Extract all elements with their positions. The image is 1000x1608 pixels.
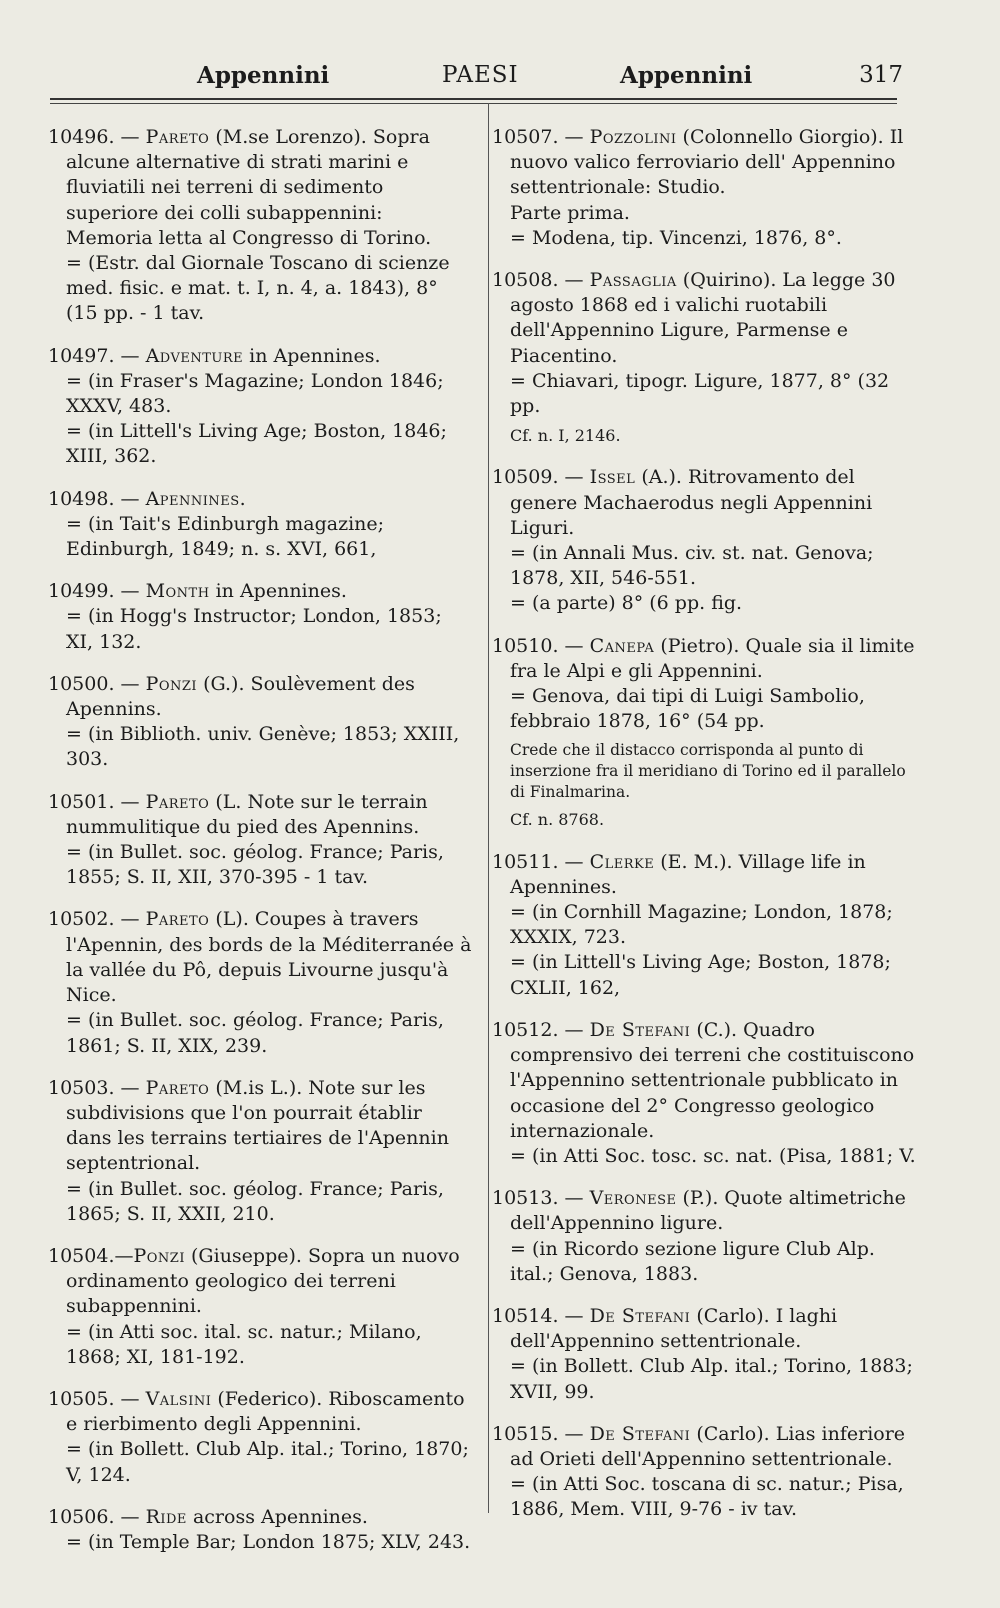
entry-author: De Stefani (589, 1422, 691, 1445)
entry-heading (48, 672, 473, 722)
bibliography-entry (48, 1076, 473, 1227)
entry-heading (492, 268, 917, 369)
entry-publication: = (in Littell's Living Age; Boston, 1846; XIII, 362. (66, 420, 447, 468)
entry-number: 10506. — (48, 1505, 146, 1528)
bibliography-entry (492, 850, 917, 1001)
bibliography-entry (48, 125, 473, 327)
header-section-title: PAESI (442, 62, 519, 88)
entry-number: 10513. — (492, 1187, 590, 1210)
entry-number: 10499. — (48, 580, 146, 603)
entry-title: (Pietro). Quale sia il limite fra le Alpi e gli Appennini. (510, 634, 915, 682)
entry-publication: = Modena, tip. Vincenzi, 1876, 8°. (510, 226, 842, 249)
entry-publication: = Genova, dai tipi di Luigi Sambolio, febbraio 1878, 16° (54 pp. (510, 685, 865, 733)
entry-title: in Apennines. (243, 344, 381, 367)
entry-number: 10514. — (492, 1304, 590, 1327)
bibliography-entry (492, 634, 917, 833)
entry-title: (Giuseppe). Sopra un nuovo ordinamento geologico dei terreni subappennini. (66, 1244, 460, 1318)
entry-title: (Carlo). Lias inferiore ad Orieti dell'Appennino settentrionale. (510, 1422, 906, 1470)
bibliography-entry (48, 1505, 473, 1555)
entry-number: 10497. — (48, 344, 146, 367)
bibliography-entry (48, 907, 473, 1058)
bibliography-entry (492, 1304, 917, 1405)
entry-heading (492, 1422, 917, 1472)
entry-publication: = (in Temple Bar; London 1875; XLV, 243. (66, 1530, 471, 1553)
entry-heading (492, 850, 917, 900)
entry-publication: = (in Atti Soc. toscana di sc. natur.; Pisa, 1886, Mem. VIII, 9-76 - iv tav. (510, 1473, 904, 1521)
entry-publication: = (in Atti Soc. tosc. sc. nat. (Pisa, 1881; V. (510, 1144, 916, 1167)
entry-number: 10503. — (48, 1076, 146, 1099)
entry-publication: = (in Littell's Living Age; Boston, 1878; CXLII, 162, (510, 951, 891, 999)
entry-author: Passaglia (589, 269, 677, 292)
running-header (50, 56, 903, 96)
bibliography-entry (492, 268, 917, 448)
entry-crossref: Cf. n. I, 2146. (510, 426, 621, 446)
entry-title: (Federico). Riboscamento e rierbimento degli Appennini. (66, 1387, 465, 1436)
entry-author: Ponzi (145, 672, 198, 695)
bibliography-entry (492, 1018, 917, 1169)
entry-author: Pareto (145, 908, 210, 931)
entry-title: (E. M.). Village life in Apennines. (510, 850, 866, 898)
entry-publication: = (in Tait's Edinburgh magazine; Edinburgh, 1849; n. s. XVI, 661, (66, 512, 385, 561)
entry-author: Ride (145, 1505, 187, 1528)
entry-author: Adventure (145, 344, 244, 367)
entry-publication: = (in Biblioth. univ. Genève; 1853; XXIII, 303. (66, 723, 460, 771)
entry-heading (48, 125, 473, 251)
entry-publication: = (in Atti soc. ital. sc. natur.; Milano, 1868; XI, 181-192. (66, 1320, 422, 1368)
entry-heading (492, 634, 917, 684)
bibliography-entry (492, 465, 917, 616)
entry-publication: = (in Annali Mus. civ. st. nat. Genova; 1878, XII, 546-551. (510, 542, 874, 590)
entry-publication: = (in Ricordo sezione ligure Club Alp. ital.; Genova, 1883. (510, 1237, 875, 1285)
entry-number: 10500. — (48, 672, 146, 695)
entry-heading (48, 1244, 473, 1320)
entry-title: (P.). Quote altimetriche dell'Appennino ligure. (510, 1187, 906, 1235)
entry-author: Canepa (589, 634, 655, 657)
entry-publication: = (Estr. dal Giornale Toscano di scienze med. fisic. e mat. t. I, n. 4, a. 1843), 8° (15 pp. - 1 tav. (66, 252, 450, 325)
header-left-title: Appennini (197, 62, 330, 89)
entry-author: Apennines. (145, 487, 247, 510)
entry-publication: = Chiavari, tipogr. Ligure, 1877, 8° (32 pp. (510, 369, 890, 418)
header-rule-thick (50, 98, 897, 100)
entry-author: Pareto (145, 1076, 210, 1099)
entry-number: 10512. — (492, 1018, 590, 1041)
entry-number: 10496. — (48, 126, 146, 148)
entry-note: Crede che il distacco corrisponda al punto di inserzione fra il meridiano di Torino ed il parallelo di Finalmarina. (510, 741, 906, 802)
entry-publication: = (in Bollett. Club Alp. ital.; Torino, 1883; XVII, 99. (510, 1355, 913, 1403)
entry-number: 10504.— (48, 1244, 134, 1267)
entry-author: Pozzolini (589, 126, 677, 148)
bibliography-entry (48, 579, 473, 655)
entry-number: 10502. — (48, 908, 146, 931)
entry-author: Month (145, 580, 210, 603)
entry-publication: Parte prima. (510, 201, 630, 224)
entry-heading (48, 790, 473, 840)
entry-title: (Quirino). La legge 30 agosto 1868 ed i valichi ruotabili dell'Appennino Ligure, Parmense e Piacentino. (510, 269, 896, 367)
bibliography-entry (492, 1186, 917, 1287)
bibliography-entry (492, 125, 917, 251)
left-column (48, 125, 473, 1572)
bibliography-entry (492, 1422, 917, 1523)
entry-publication: = (in Bullet. soc. géolog. France; Paris, 1861; S. II, XIX, 239. (66, 1009, 444, 1057)
entry-publication: = (in Hogg's Instructor; London, 1853; XI, 132. (66, 605, 442, 653)
entry-publication: = (in Fraser's Magazine; London 1846; XXXV, 483. (66, 369, 444, 418)
entry-heading (48, 487, 473, 512)
entry-heading (48, 907, 473, 1008)
bibliography-entry (48, 672, 473, 773)
entry-publication: = (a parte) 8° (6 pp. fig. (510, 592, 743, 615)
entry-author: Valsini (145, 1387, 212, 1410)
entry-author: Clerke (589, 850, 655, 873)
entry-number: 10508. — (492, 269, 590, 292)
header-rule-thin (50, 103, 897, 104)
entry-heading (48, 1387, 473, 1437)
header-right-title: Appennini (620, 62, 753, 89)
entry-heading (48, 1076, 473, 1177)
entry-author: Ponzi (133, 1244, 185, 1267)
right-column (492, 125, 917, 1540)
entry-title: (L. Note sur le terrain nummulitique du pied des Apennins. (66, 790, 428, 838)
entry-author: Pareto (145, 126, 210, 148)
entry-title: (M.se Lorenzo). Sopra alcune alternative di strati marini e fluviatili nei terreni di sedimento superiore dei colli subappennini: Memoria letta al Congresso di Torino. (66, 126, 432, 249)
entry-number: 10515. — (492, 1422, 590, 1445)
entry-number: 10510. — (492, 634, 590, 657)
entry-number: 10505. — (48, 1387, 146, 1410)
column-divider (488, 103, 489, 1513)
entry-title: (A.). Ritrovamento del genere Machaerodus negli Appennini Liguri. (510, 466, 873, 539)
entry-number: 10511. — (492, 850, 590, 873)
entry-heading (492, 1304, 917, 1354)
entry-title: (M.is L.). Note sur les subdivisions que l'on pourrait établir dans les terrains tertiaires de l'Apennin septentrional. (66, 1076, 449, 1175)
entry-author: Issel (589, 466, 636, 489)
entry-title: (Carlo). I laghi dell'Appennino settentrionale. (510, 1304, 838, 1353)
entry-author: De Stefani (589, 1018, 691, 1041)
entry-title: (Colonnello Giorgio). Il nuovo valico ferroviario dell' Appennino settentrionale: Studio. (510, 126, 904, 199)
bibliography-entry (48, 344, 473, 470)
page-number: 317 (859, 62, 903, 88)
bibliography-entry (48, 1244, 473, 1370)
entry-title: (C.). Quadro comprensivo dei terreni che costituiscono l'Appennino settentrionale pubblicato in occasione del 2° Congresso geologico internazionale. (510, 1018, 915, 1142)
entry-publication: = (in Cornhill Magazine; London, 1878; XXXIX, 723. (510, 901, 893, 949)
entry-author: Veronese (589, 1187, 677, 1210)
entry-heading (492, 1018, 917, 1144)
entry-publication: = (in Bullet. soc. géolog. France; Paris, 1865; S. II, XXII, 210. (66, 1177, 444, 1225)
entry-heading (492, 1186, 917, 1236)
entry-publication: = (in Bullet. soc. géolog. France; Paris, 1855; S. II, XII, 370-395 - 1 tav. (66, 841, 444, 889)
entry-heading (48, 579, 473, 604)
entry-heading (492, 125, 917, 201)
entry-author: De Stefani (589, 1304, 691, 1327)
entry-number: 10498. — (48, 487, 146, 510)
entry-crossref: Cf. n. 8768. (510, 810, 605, 830)
entry-publication: = (in Bollett. Club Alp. ital.; Torino, 1870; V, 124. (66, 1438, 469, 1486)
entry-number: 10509. — (492, 466, 590, 489)
entry-title: in Apennines. (209, 580, 347, 603)
bibliography-entry (48, 790, 473, 891)
entry-number: 10501. — (48, 790, 146, 813)
bibliography-entry (48, 1387, 473, 1488)
bibliography-entry (48, 487, 473, 563)
entry-title: across Apennines. (186, 1505, 368, 1528)
entry-title: (L). Coupes à travers l'Apennin, des bords de la Méditerranée à la vallée du Pô, depuis Livourne jusqu'à Nice. (66, 908, 472, 1007)
entry-number: 10507. — (492, 126, 590, 148)
entry-title: (G.). Soulèvement des Apennins. (66, 672, 415, 721)
entry-heading (492, 465, 917, 541)
entry-author: Pareto (145, 790, 210, 813)
entry-heading (48, 344, 473, 369)
entry-heading (48, 1505, 473, 1530)
